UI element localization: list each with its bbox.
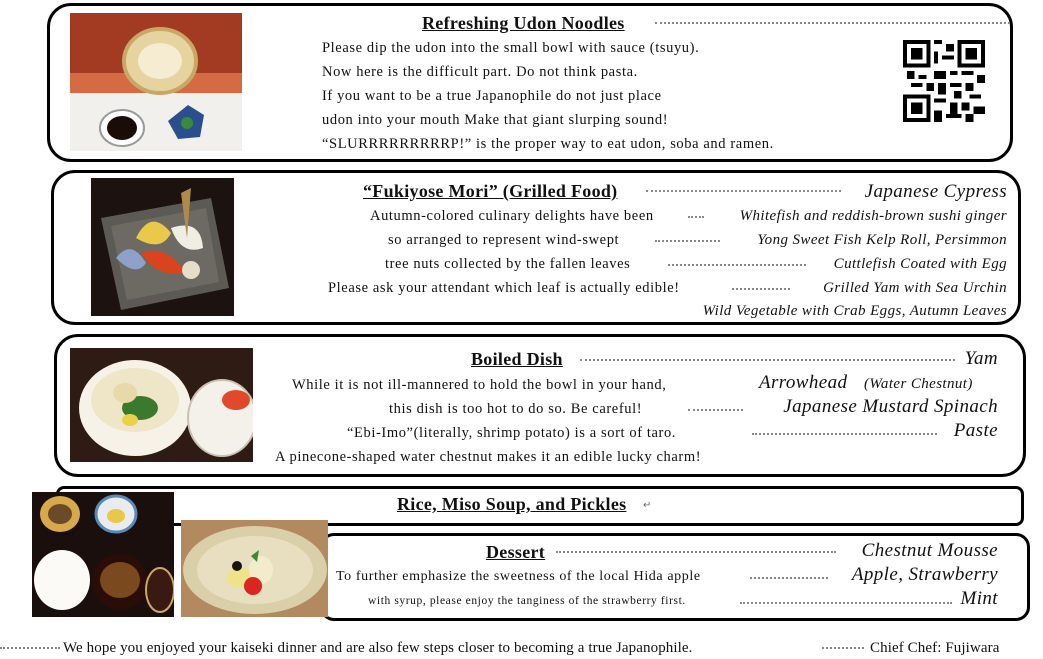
boiled-ingredient-1: Yam <box>964 348 998 369</box>
fukiyose-ingredient-4: Cuttlefish Coated with Egg <box>833 256 1007 272</box>
udon-line-2: Now here is the difficult part. Do not think pasta. <box>322 64 638 80</box>
dessert-leader-2 <box>740 602 952 604</box>
fukiyose-photo-illustration <box>91 178 234 316</box>
dessert-ingredient-1: Chestnut Mousse <box>861 540 998 561</box>
fukiyose-line-1: Autumn-colored culinary delights have been <box>370 208 654 224</box>
fukiyose-line-2: so arranged to represent wind-swept <box>388 232 620 248</box>
boiled-ingredient-4: Paste <box>953 420 998 441</box>
boiled-line-3: “Ebi-Imo”(literally, shrimp potato) is a sort of taro. <box>347 425 677 441</box>
fukiyose-ingredient-1: Japanese Cypress <box>864 181 1007 202</box>
udon-line-4: udon into your mouth Make that giant slurping sound! <box>322 112 669 128</box>
fukiyose-line-3: tree nuts collected by the fallen leaves <box>385 256 631 272</box>
footer-signature: Chief Chef: Fujiwara <box>870 640 1000 656</box>
dessert-ingredient-2: Apple, Strawberry <box>851 564 998 585</box>
footer-leader-left <box>0 647 60 649</box>
paragraph-mark-icon: ↵ <box>643 500 652 511</box>
dessert-title-leader <box>556 551 836 553</box>
fukiyose-line-4: Please ask your attendant which leaf is actually edible! <box>328 280 680 296</box>
rice-title: Rice, Miso Soup, and Pickles <box>397 494 627 514</box>
boiled-title-leader <box>580 359 955 361</box>
fukiyose-title-leader <box>646 190 841 192</box>
boiled-line-4: A pinecone-shaped water chestnut makes it an edible lucky charm! <box>275 449 702 465</box>
fukiyose-ingredient-5: Grilled Yam with Sea Urchin <box>823 280 1007 296</box>
boiled-title: Boiled Dish <box>471 349 563 369</box>
udon-line-1: Please dip the udon into the small bowl with sauce (tsuyu). <box>322 40 700 56</box>
fukiyose-ingredient-3: Yong Sweet Fish Kelp Roll, Persimmon <box>757 232 1007 248</box>
boiled-photo <box>70 348 253 462</box>
fukiyose-leader-1 <box>688 216 704 218</box>
boiled-line-1: While it is not ill-mannered to hold the bowl in your hand, <box>292 377 667 393</box>
rice-photo <box>32 492 174 617</box>
boiled-ingredient-2: Arrowhead <box>759 372 848 393</box>
fukiyose-leader-4 <box>732 288 790 290</box>
fukiyose-ingredient-2: Whitefish and reddish-brown sushi ginger <box>739 208 1007 224</box>
fukiyose-ingredient-6: Wild Vegetable with Crab Eggs, Autumn Leaves <box>702 303 1007 319</box>
fukiyose-photo <box>91 178 234 316</box>
footer-leader-right <box>822 647 864 649</box>
dessert-line-2: with syrup, please enjoy the tanginess of the strawberry first. <box>368 595 686 607</box>
boiled-photo-illustration <box>70 348 253 462</box>
fukiyose-leader-3 <box>668 264 806 266</box>
dessert-title: Dessert <box>486 542 546 562</box>
fukiyose-title: “Fukiyose Mori” (Grilled Food) <box>363 181 618 201</box>
udon-title-leader <box>655 22 1010 24</box>
fukiyose-leader-2 <box>655 240 720 242</box>
dessert-line-1: To further emphasize the sweetness of the local Hida apple <box>336 569 701 584</box>
rice-photo-illustration <box>32 492 174 617</box>
udon-line-3: If you want to be a true Japanophile do not just place <box>322 88 662 104</box>
udon-title: Refreshing Udon Noodles <box>422 13 625 33</box>
udon-photo-illustration <box>70 13 242 151</box>
qr-code-icon <box>903 40 985 122</box>
udon-photo <box>70 13 242 151</box>
dessert-leader-1 <box>750 577 828 579</box>
boiled-leader-2 <box>688 409 743 411</box>
boiled-ingredient-3: Japanese Mustard Spinach <box>783 396 998 417</box>
dessert-photo <box>181 520 328 617</box>
boiled-ingredient-2-note: (Water Chestnut) <box>864 376 973 392</box>
footer-message: We hope you enjoyed your kaiseki dinner and are also few steps closer to becoming a true Japanophile. <box>63 640 693 656</box>
boiled-line-2: this dish is too hot to do so. Be careful! <box>389 401 643 417</box>
udon-line-5: “SLURRRRRRRRRP!” is the proper way to eat udon, soba and ramen. <box>322 136 774 152</box>
dessert-photo-illustration <box>181 520 328 617</box>
dessert-ingredient-3: Mint <box>960 588 998 609</box>
boiled-leader-3 <box>752 433 937 435</box>
